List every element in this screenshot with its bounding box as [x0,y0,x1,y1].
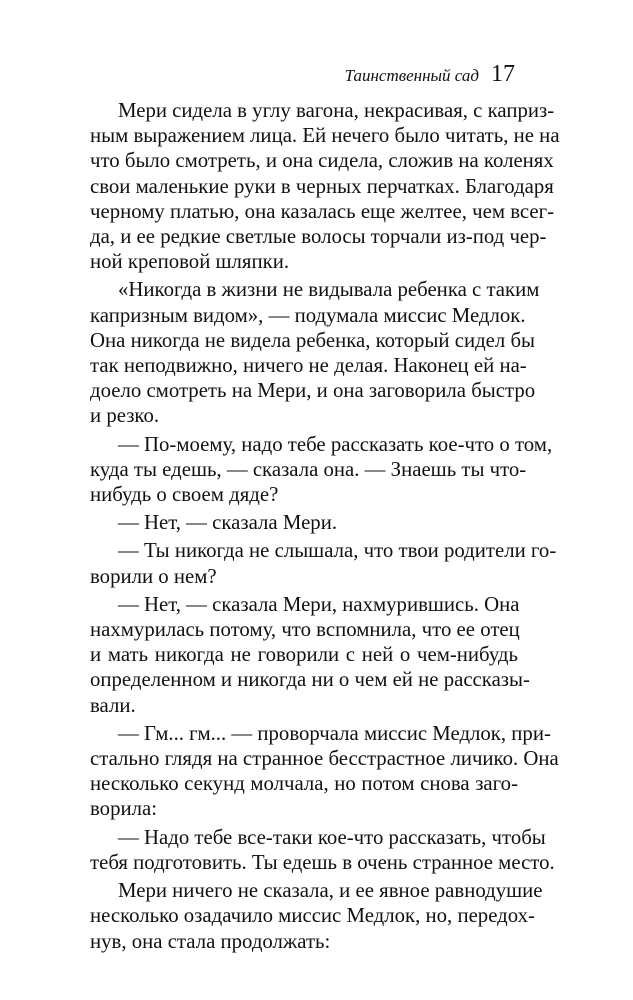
text-line: и мать никогда не говорили с ней о чем-нибудь [90,643,518,667]
running-header [345,62,515,86]
text-line: вали. [90,693,136,717]
text-line: капризным видом», — подумала миссис Медлок. [90,303,526,327]
text-line: Мери ничего не сказала, и ее явное равнодушие [118,879,543,903]
text-line: — Гм... гм... — проворчала миссис Медлок, при- [118,721,551,745]
text-line: ворила: [90,797,157,821]
text-line: ным выражением лица. Ей нечего было читать, не на [90,124,560,148]
text-line: ворили о нем? [90,564,217,588]
text-line: несколько озадачило миссис Медлок, но, передох- [90,904,535,928]
paragraph [90,878,543,954]
text-line: черному платью, она казалась еще желтее, чем всег- [90,199,555,223]
text-line: куда ты едешь, — сказала она. — Знаешь ты что- [90,457,527,481]
paragraph [90,538,557,588]
text-line: тебя подготовить. Ты едешь в очень странное место. [90,850,555,874]
text-line: несколько секунд молчала, но потом снова заго- [90,772,518,796]
text-line: ной креповой шляпки. [90,250,290,274]
body-text [90,98,560,957]
text-line: что было смотреть, и она сидела, сложив на коленях [90,149,554,173]
paragraph [90,98,560,274]
text-line: — Надо тебе все-таки кое-что рассказать, чтобы [118,825,546,849]
text-line: и резко. [90,404,160,428]
text-line: — Нет, — сказала Мери. [118,511,338,535]
text-line: — По-моему, надо тебе рассказать кое-что о том, [118,432,553,456]
paragraph [90,825,555,875]
text-line: определенном и никогда ни о чем ей не рассказы- [90,668,530,692]
text-line: так неподвижно, ничего не делая. Наконец ей на- [90,354,527,378]
text-line: Она никогда не видела ребенка, который сидел бы [90,328,536,352]
running-title: Таинственный сад [344,66,479,85]
paragraph [90,721,559,822]
text-line: — Нет, — сказала Мери, нахмурившись. Она [118,592,520,616]
text-line: нув, она стала продолжать: [90,929,331,953]
text-line: «Никогда в жизни не видывала ребенка с таким [118,278,540,302]
text-line: нибудь о своем дяде? [90,483,279,507]
paragraph [90,277,540,428]
text-line: да, и ее редкие светлые волосы торчали из-под чер- [90,225,547,249]
paragraph [90,592,530,718]
text-line: нахмурилась потому, что вспомнила, что ее отец [90,618,520,642]
text-line: — Ты никогда не слышала, что твои родители го- [118,539,557,563]
text-line: доело смотреть на Мери, и она заговорила быстро [90,379,536,403]
text-line: Мери сидела в углу вагона, некрасивая, с каприз- [118,99,555,122]
page-number: 17 [491,61,515,87]
paragraph [90,510,518,535]
text-line: свои маленькие руки в черных перчатках. Благодаря [90,174,554,198]
paragraph [90,432,553,508]
text-line: стально глядя на странное бесстрастное личико. Она [90,747,559,771]
